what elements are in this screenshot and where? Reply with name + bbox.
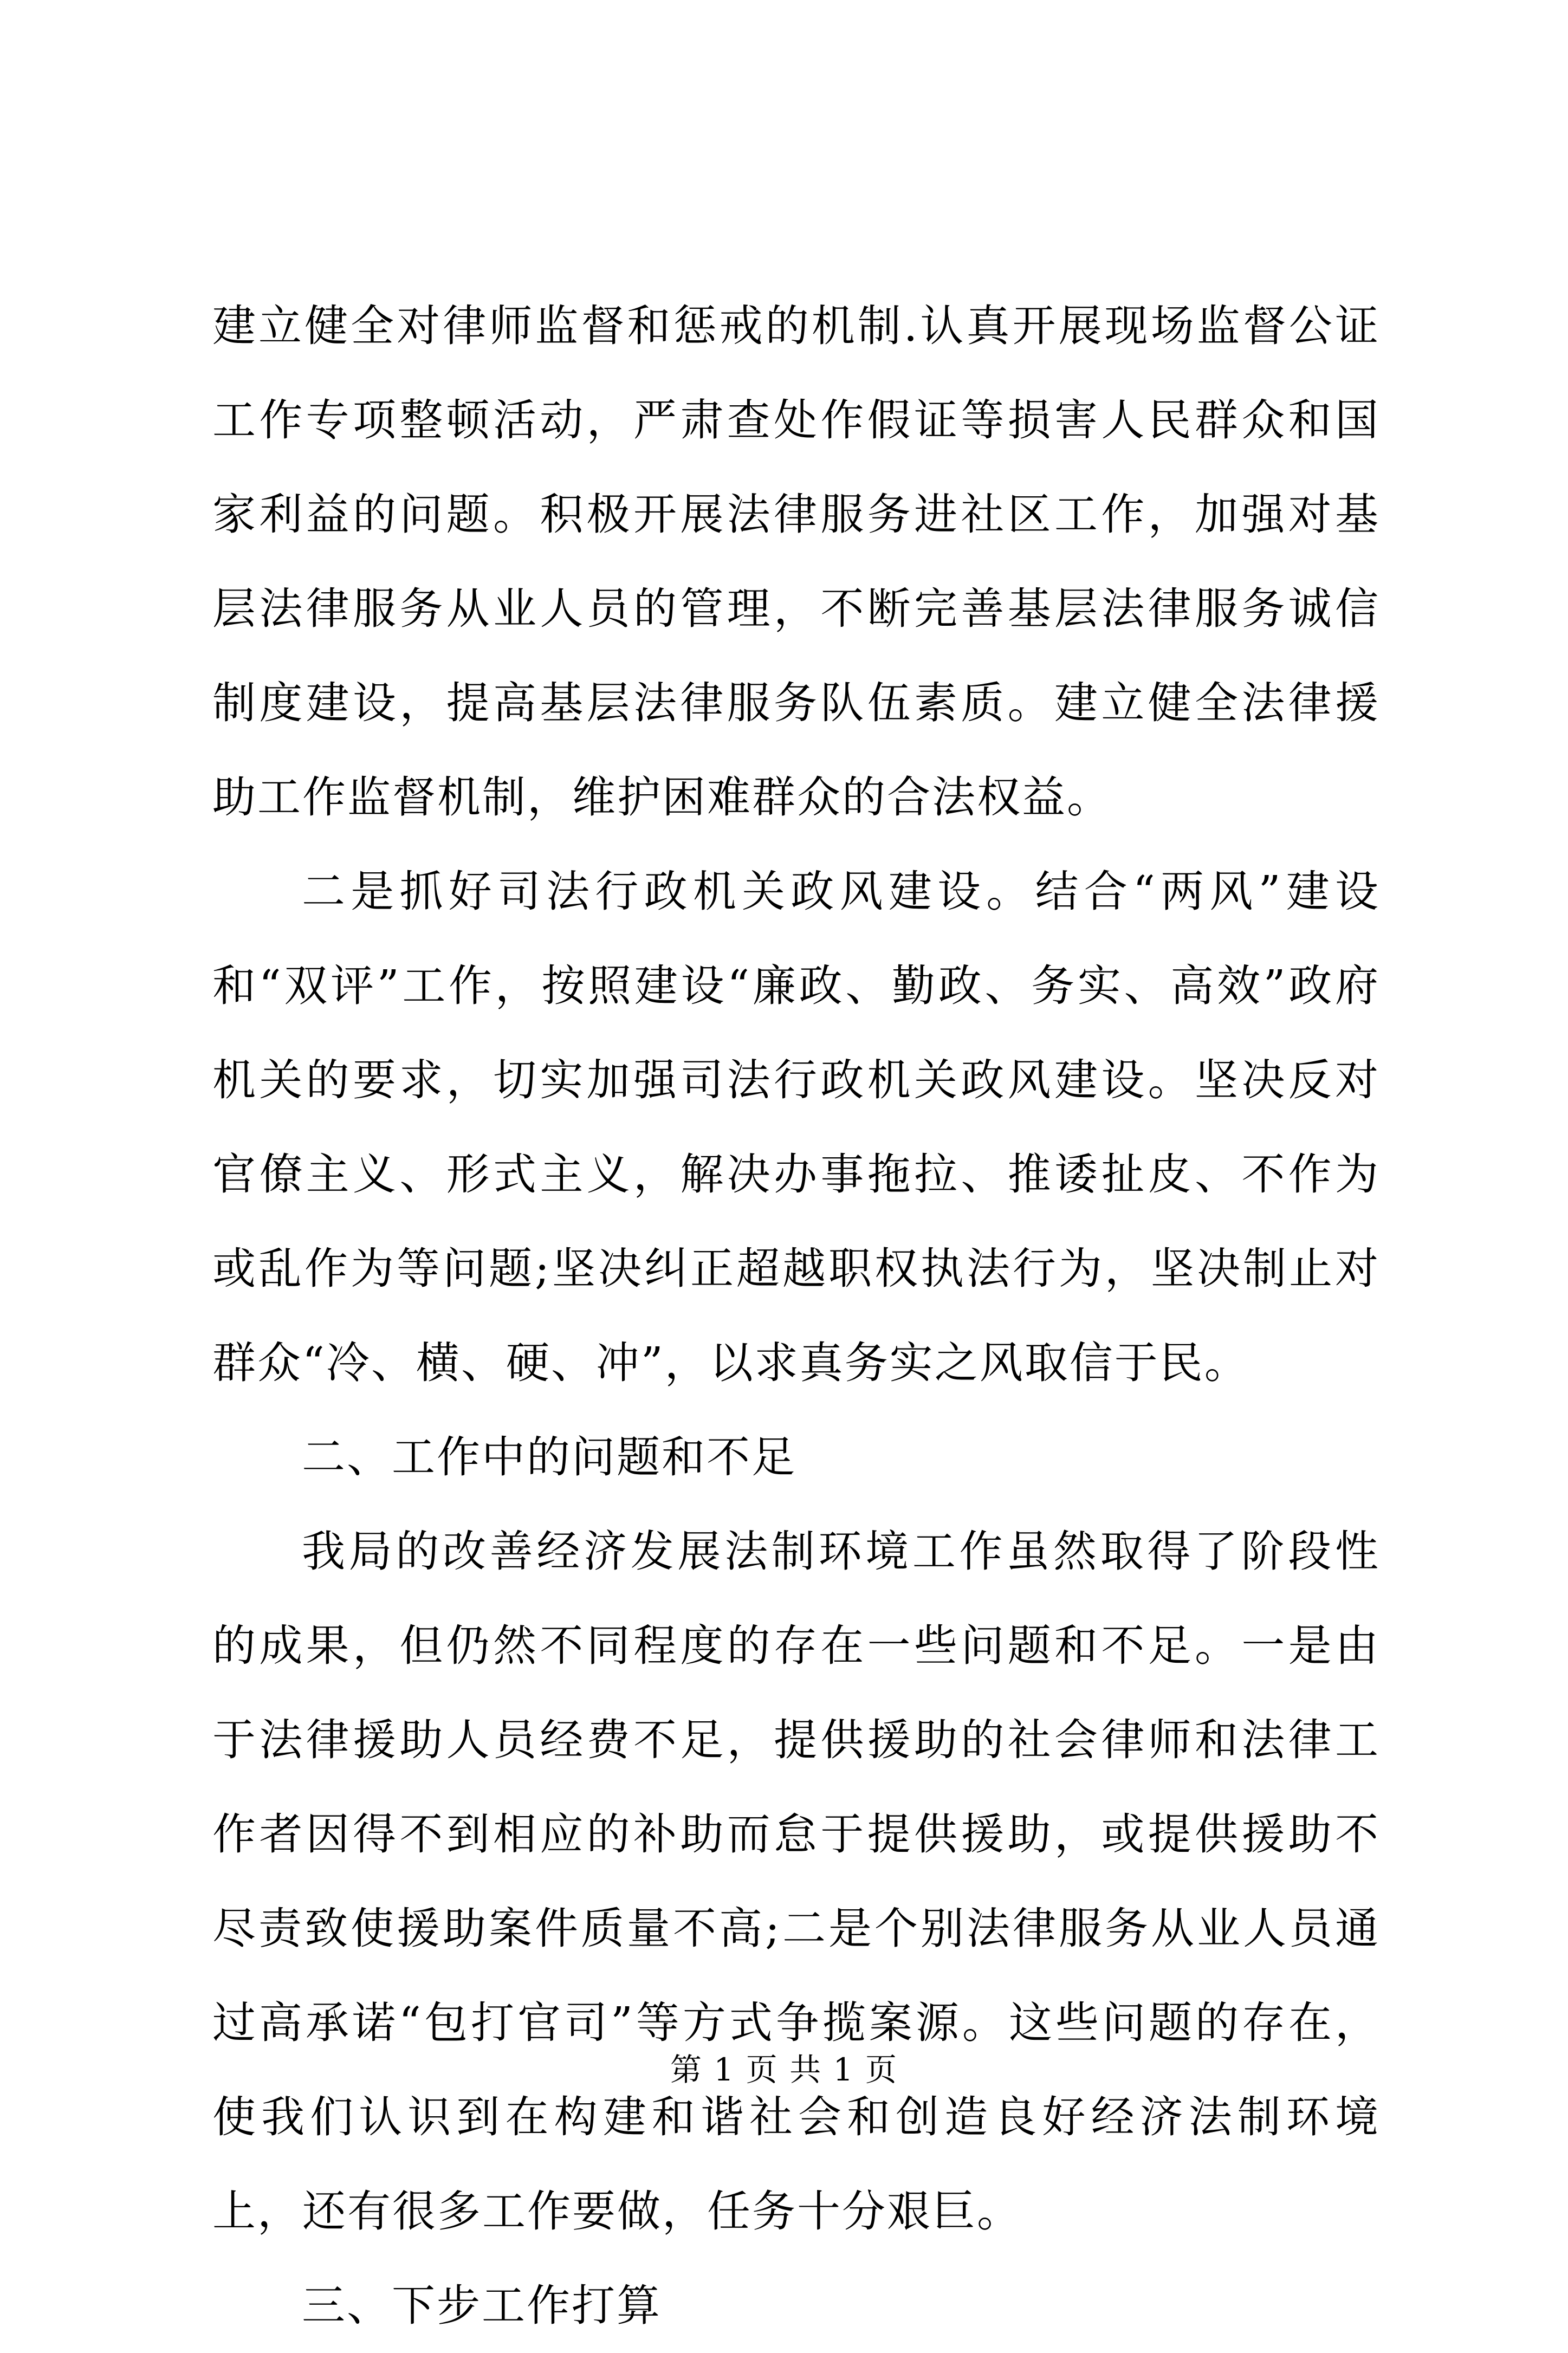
paragraph-problems: 我局的改善经济发展法制环境工作虽然取得了阶段性的成果，但仍然不同程度的存在一些问题和不足。一是由于法律援助人员经费不足，提供援助的社会律师和法律工作者因得不到相应的补助而怠于提供援助，或提供援助不尽责致使援助案件质量不高;二是个别法律服务从业人员通过高承诺“包打官司”等方式争揽案源。这些问题的存在，使我们认识到在构建和谐社会和创造良好经济法制环境上，还有很多工作要做，任务十分艰巨。 — [212, 1526, 1380, 2237]
paragraph-political-style: 二是抓好司法行政机关政风建设。结合“两风”建设和“双评”工作，按照建设“廉政、勤政、务实、高效”政府机关的要求，切实加强司法行政机关政风建设。坚决反对官僚主义、形式主义，解决办事拖拉、推诿扯皮、不作为或乱作为等问题;坚决纠正超越职权执法行为，坚决制止对群众“冷、横、硬、冲”，以求真务实之风取信于民。 — [212, 866, 1380, 1388]
document-body — [212, 279, 1380, 2353]
section-heading-next-steps: 三、下步工作打算 — [302, 2280, 662, 2331]
page-footer: 第 1 页 共 1 页 — [670, 2051, 898, 2088]
paragraph-continuation: 建立健全对律师监督和惩戒的机制.认真开展现场监督公证工作专项整顿活动，严肃查处作假证等损害人民群众和国家利益的问题。积极开展法律服务进社区工作，加强对基层法律服务从业人员的管理，不断完善基层法律服务诚信制度建设，提高基层法律服务队伍素质。建立健全法律援助工作监督机制，维护困难群众的合法权益。 — [212, 301, 1380, 822]
section-heading-problems: 二、工作中的问题和不足 — [302, 1432, 796, 1482]
